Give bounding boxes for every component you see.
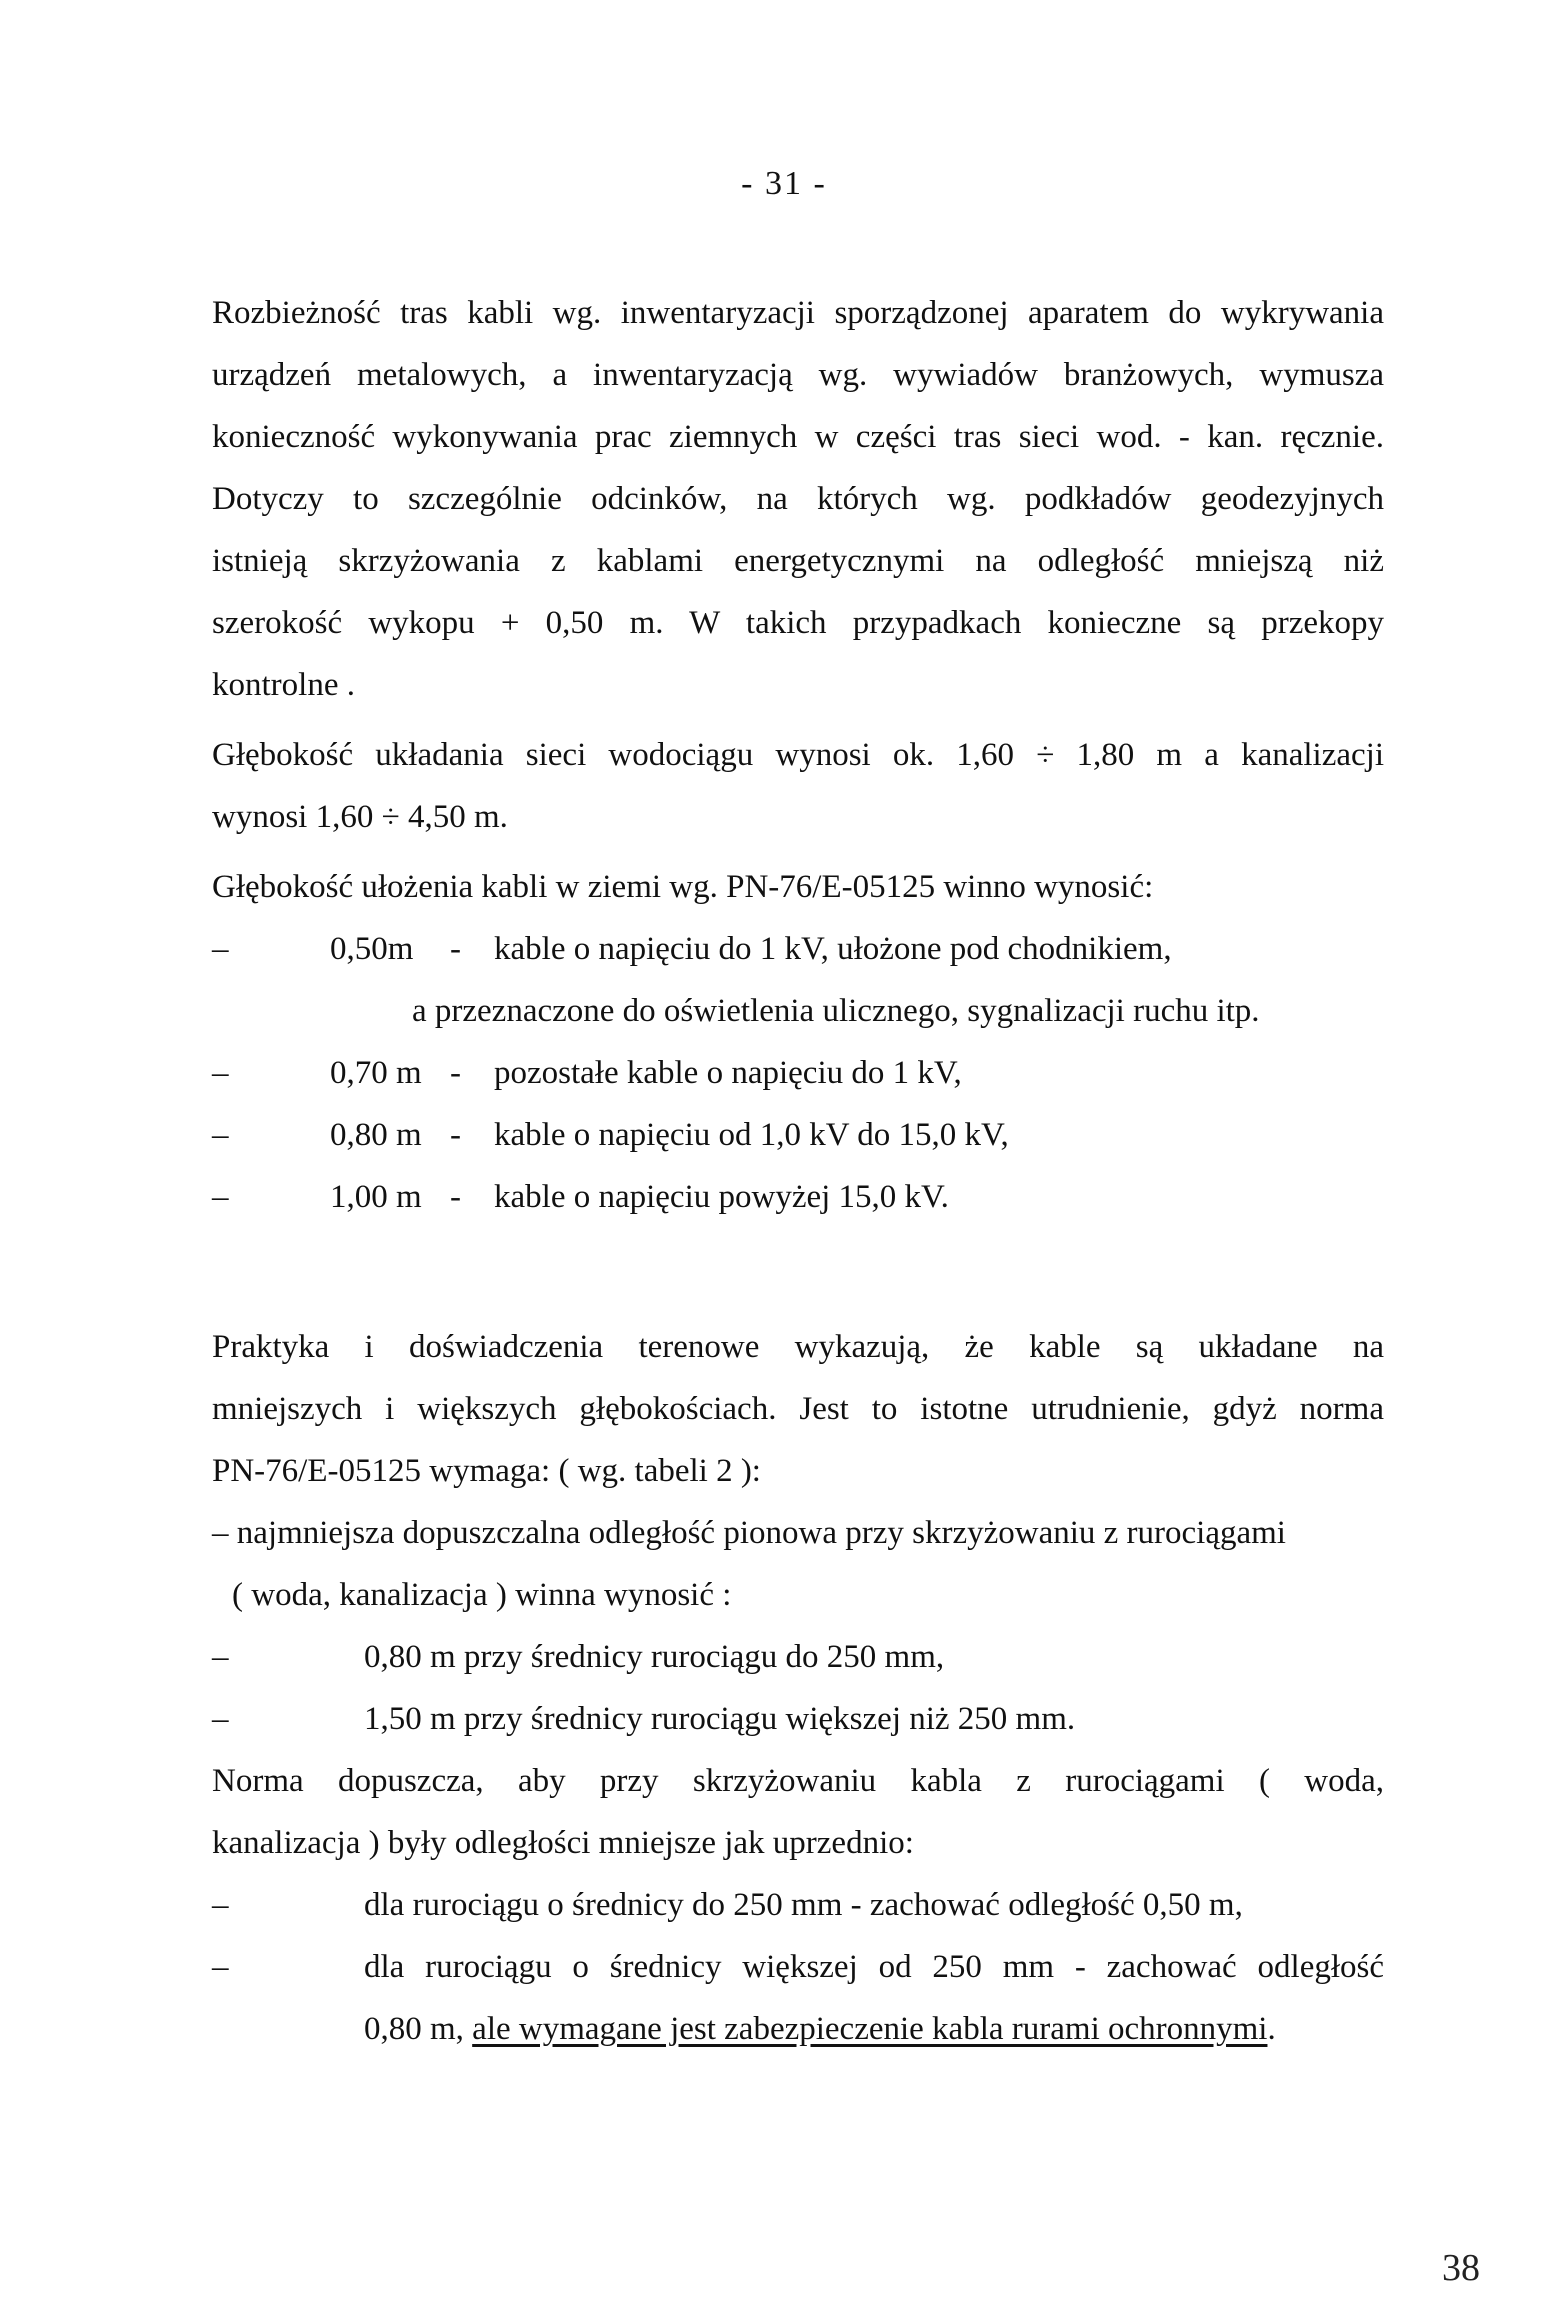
depth-value: 1,00 m <box>330 1179 422 1215</box>
text-line: Norma dopuszcza, aby przy skrzyżowaniu kabla z rurociągami ( woda, <box>212 1763 1384 1799</box>
list-item <box>212 1626 1384 1688</box>
list-item-continuation <box>212 980 1384 1042</box>
depth-list <box>212 918 1384 1228</box>
list-item <box>212 1688 1384 1750</box>
list-dash: – <box>212 1701 229 1737</box>
text-line: kontrolne . <box>212 667 355 703</box>
depth-value: 0,70 m <box>330 1055 422 1091</box>
paragraph-cable-depth-intro: Głębokość ułożenia kabli w ziemi wg. PN-76/E-05125 winno wynosić: <box>212 869 1154 905</box>
list-item-text-continuation <box>364 1998 1276 2060</box>
list-item <box>212 1104 1384 1166</box>
protection-requirement: ale wymagane jest zabezpieczenie kabla rurami ochronnymi <box>472 2011 1268 2047</box>
text-line: wynosi 1,60 ÷ 4,50 m. <box>212 799 508 835</box>
list-item <box>212 918 1384 980</box>
list-item <box>212 1166 1384 1228</box>
list-dash: – <box>212 1639 229 1675</box>
paragraph-network-depth <box>212 724 1384 848</box>
depth-description-continuation: a przeznaczone do oświetlenia ulicznego, sygnalizacji ruchu itp. <box>412 993 1260 1029</box>
text-line: PN-76/E-05125 wymaga: ( wg. tabeli 2 ): <box>212 1453 761 1489</box>
depth-value: 0,50m <box>330 931 414 967</box>
list-separator: - <box>450 931 461 967</box>
text-line-indented: ( woda, kanalizacja ) winna wynosić : <box>232 1577 732 1613</box>
list-dash: – <box>212 1117 229 1153</box>
depth-description: kable o napięciu powyżej 15,0 kV. <box>494 1179 949 1215</box>
page-number: - 31 - <box>741 165 827 202</box>
text-line: Głębokość układania sieci wodociągu wynosi ok. 1,60 ÷ 1,80 m a kanalizacji <box>212 737 1384 773</box>
handwritten-page-mark: 38 <box>1442 2247 1480 2289</box>
text-line: istnieją skrzyżowania z kablami energetycznymi na odległość mniejszą niż <box>212 543 1384 579</box>
distance-value: 0,80 m, <box>364 2011 473 2047</box>
depth-value: 0,80 m <box>330 1117 422 1153</box>
list-item-continuation <box>212 1998 1384 2060</box>
vertical-distance-requirement <box>212 1502 1384 1626</box>
text-line: – najmniejsza dopuszczalna odległość pionowa przy skrzyżowaniu z rurociągami <box>212 1515 1286 1551</box>
text-line: konieczność wykonywania prac ziemnych w części tras sieci wod. - kan. ręcznie. <box>212 419 1384 455</box>
paragraph-standard-allowance <box>212 1750 1384 1874</box>
text-line: urządzeń metalowych, a inwentaryzacją wg. wywiadów branżowych, wymusza <box>212 357 1384 393</box>
depth-description: kable o napięciu do 1 kV, ułożone pod chodnikiem, <box>494 931 1172 967</box>
list-separator: - <box>450 1117 461 1153</box>
text-line: Praktyka i doświadczenia terenowe wykazują, że kable są układane na <box>212 1329 1384 1365</box>
pipe-diameter-list <box>212 1626 1384 1750</box>
document-body <box>212 282 1384 2060</box>
list-dash: – <box>212 1055 229 1091</box>
text-line: szerokość wykopu + 0,50 m. W takich przypadkach konieczne są przekopy <box>212 605 1384 641</box>
list-separator: - <box>450 1179 461 1215</box>
depth-description: kable o napięciu od 1,0 kV do 15,0 kV, <box>494 1117 1009 1153</box>
list-item-text: dla rurociągu o średnicy do 250 mm - zachować odległość 0,50 m, <box>364 1887 1243 1923</box>
list-dash: – <box>212 1887 229 1923</box>
text-line <box>212 1564 1384 1626</box>
text-line: mniejszych i większych głębokościach. Jest to istotne utrudnienie, gdyż norma <box>212 1391 1384 1427</box>
sentence-end: . <box>1267 2011 1276 2047</box>
list-item-text: 0,80 m przy średnicy rurociągu do 250 mm, <box>364 1639 945 1675</box>
list-item-text: 1,50 m przy średnicy rurociągu większej niż 250 mm. <box>364 1701 1076 1737</box>
list-item <box>212 1042 1384 1104</box>
text-line: Rozbieżność tras kabli wg. inwentaryzacji sporządzonej aparatem do wykrywania <box>212 295 1384 331</box>
list-item-text: dla rurociągu o średnicy większej od 250 mm - zachować odległość <box>364 1949 1384 1985</box>
list-dash: – <box>212 1949 229 1985</box>
allowance-list <box>212 1874 1384 2060</box>
text-line: kanalizacja ) były odległości mniejsze jak uprzednio: <box>212 1825 914 1861</box>
paragraph-field-practice <box>212 1316 1384 1502</box>
depth-description: pozostałe kable o napięciu do 1 kV, <box>494 1055 962 1091</box>
text-line: Dotyczy to szczególnie odcinków, na których wg. podkładów geodezyjnych <box>212 481 1384 517</box>
list-dash: – <box>212 931 229 967</box>
paragraph-cable-routes <box>212 282 1384 716</box>
list-dash: – <box>212 1179 229 1215</box>
list-item <box>212 1936 1384 1998</box>
list-item <box>212 1874 1384 1936</box>
list-separator: - <box>450 1055 461 1091</box>
